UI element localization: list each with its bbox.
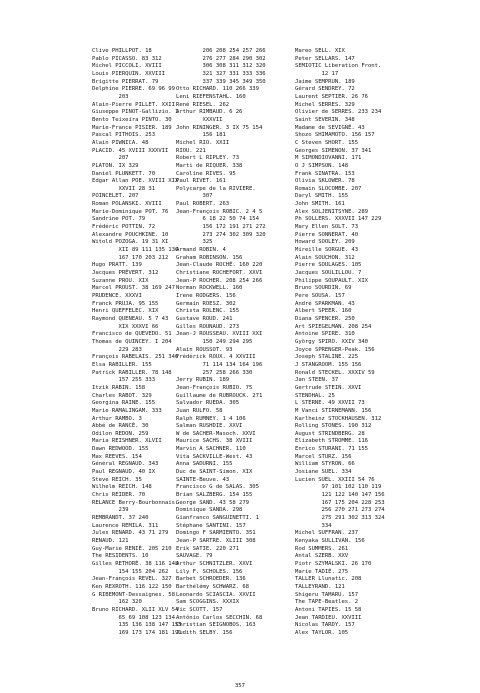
index-entry-line: 6 18 22 50 74 154 — [176, 216, 259, 223]
index-entry-line: Dawn REDWOOD. 155 — [92, 446, 149, 453]
index-entry-line: Mireille SORGUE. 43 — [295, 247, 359, 254]
index-entry-line: XII 89 111 135 136 — [92, 247, 179, 254]
index-entry-line: Antônio Carlos SECCHIN. 68 — [176, 614, 263, 621]
index-entry-line: Frank SINATRA. 153 — [295, 170, 355, 177]
index-entry-line: Michel SERRES. 329 — [295, 101, 355, 108]
index-entry-line: Alain ROUSSOT. 93 — [176, 346, 233, 353]
index-entry-line: SAINTE-Beuve. 43 — [176, 476, 230, 483]
index-entry-line: Elizabeth STROMME. 116 — [295, 438, 368, 445]
index-entry-line: Diana SPENCER. 250 — [295, 315, 355, 322]
index-entry-line: 12 17 — [295, 70, 339, 77]
index-entry-line: Vic SCOTT. 157 — [176, 606, 223, 613]
index-entry-line: Jacques PRÉVERT. 312 — [92, 270, 159, 277]
index-entry-line: Witold POZOGA. 19 31 XI — [92, 239, 169, 246]
index-entry-line: 97 101 102 110 119 — [295, 484, 382, 491]
index-entry-line: Wilhelm REICH. 148 — [92, 484, 152, 491]
index-entry-line: Laurent SEPTIER. 26 76 — [295, 93, 368, 100]
index-entry-line: Antoine SPIRE. 310 — [295, 331, 355, 338]
index-entry-line: Vita SACKVILLE-West. 43 — [176, 453, 253, 460]
index-entry-line: PRUDENCE. XXXVI — [92, 293, 142, 299]
index-entry-line: PLATON. IX 329 — [92, 162, 139, 169]
index-entry-line: 65 69 108 123 134 — [92, 614, 175, 621]
index-entry-line: 325 — [176, 239, 213, 246]
index-entry-line: M SIMONDIOVANNI. 171 — [295, 155, 362, 162]
index-entry-line: Roman POLANSKI. XVIII — [92, 201, 162, 208]
index-entry-line: Georgina RAINE. 155 — [92, 400, 156, 407]
index-entry-line: Ken REXROTH. 116 122 150 — [92, 583, 172, 590]
index-entry-line: XIX XXXVI 66 — [92, 323, 159, 330]
index-entry-line: Barbet SCHROEDER. 136 — [176, 576, 246, 583]
index-entry-line: O J SIMPSON. 148 — [295, 162, 349, 169]
index-entry-line: J STANGROOM. 155 156 — [295, 361, 362, 368]
index-entry-line: Jean-P SARTRE. XLIII 308 — [176, 538, 256, 544]
index-entry-line: Michel PICCOLI. XVIII — [92, 63, 162, 70]
index-entry-line: Jules RENARD. 43 71 279 — [92, 530, 169, 537]
index-entry-line: Joyce SPRENGER-Peak. 156 — [295, 346, 375, 353]
index-entry-line: Ralph RUMNEY. 1 4 106 — [176, 415, 246, 422]
index-entry-line: Bruno SOURDIN. 69 — [295, 285, 352, 292]
index-entry-line: Guy-Marie RENIÉ. 205 210 — [92, 545, 172, 552]
index-entry-line: Lucien SUEL. XXIII 54 76 — [295, 476, 375, 483]
index-entry-line: STENDHAL. 25 — [295, 392, 335, 399]
index-entry-line: Erik SATIE. 220 271 — [176, 545, 240, 552]
index-entry-line: 334 — [295, 522, 332, 529]
index-entry-line: Mareo SELL. XIX — [295, 48, 345, 54]
index-entry-line: Jean-J ROUSSEAU. XVIII XXI — [176, 331, 263, 338]
index-entry-line: PLACID. 45 XVIII XXXVII — [92, 147, 169, 154]
index-entry-line: Laurence REMILA. 311 — [92, 522, 159, 529]
index-entry-line: Arthur RAMBO. 3 — [92, 415, 142, 422]
index-entry-line: 229 283 — [92, 346, 142, 353]
index-entry-line: André SPARKMAN. 43 — [295, 300, 355, 307]
index-entry-line: Gianfranco SANGUINETTI. 1 — [176, 515, 259, 522]
index-entry-line: TALLER Llunatic. 208 — [295, 576, 362, 583]
index-entry-line: Odilon REDON. 259 — [92, 430, 149, 437]
index-entry-line: Christiane ROCHEFORT. XXVI — [176, 270, 263, 277]
index-entry-line: Alain-Pierre PILLET. XXII — [92, 101, 175, 108]
index-entry-line: 306 308 311 312 320 — [176, 63, 266, 70]
index-entry-line: Frédérick ROUX. 4 XXVIII — [176, 354, 256, 361]
index-entry-line: Giuseppe PINOT-Gallizio. 1 — [92, 109, 179, 116]
index-entry-line: Jerry RUBIN. 189 — [176, 377, 230, 384]
index-entry-line: Alex SOLJENITSYNE. 289 — [295, 208, 368, 215]
index-entry-line: Robert L RIPLEY. 73 — [176, 155, 240, 162]
index-entry-line: Frédéric POTTIN. 72 — [92, 224, 156, 231]
index-entry-line: Alexandre POUCHKINE. 10 — [92, 231, 169, 238]
index-entry-line: Germain ROESZ. 302 — [176, 300, 236, 307]
index-entry-line: Marie RAMALINGAM. 333 — [92, 407, 162, 414]
index-entry-line: Caroline RIVES. 95 — [176, 170, 236, 177]
index-entry-line: 273 274 302 309 320 — [176, 231, 266, 238]
index-entry-line: Marie-France PISIER. 189 — [92, 124, 172, 131]
index-entry-line: August STRINDBERG. 28 — [295, 430, 365, 437]
index-entry-line: 169 173 174 181 191 — [92, 629, 182, 636]
index-entry-line: Paul ROBERT. 263 — [176, 201, 230, 208]
index-entry-line: Salman RUSHDIE. XXVI — [176, 423, 243, 430]
index-entry-line: Jean-François REVEL. 327 — [92, 576, 172, 583]
index-entry-line: Général REGNAUD. 343 — [92, 461, 159, 468]
index-entry-line: Enrico STURANI. 71 155 — [295, 446, 368, 453]
index-entry-line: Stéphane SANTINI. 157 — [176, 522, 246, 529]
index-entry-line: Abbé de RANCÉ. 30 — [92, 423, 149, 430]
index-entry-line: Louis PIERQUIN. XXVIII — [92, 70, 165, 77]
index-entry-line: Jean-P ROCHER. 208 254 266 — [176, 277, 263, 284]
index-entry-line: Domingo F SARMIENTO. 351 — [176, 530, 256, 537]
index-entry-line: Gilles ROUNAUD. 273 — [176, 323, 240, 330]
index-entry-line: Ph SOLLERS. XXXVII 147 229 — [295, 216, 382, 223]
index-entry-line: Chris REIDER. 70 — [92, 492, 146, 499]
index-entry-line: Patrick RABILLER. 78 148 — [92, 369, 172, 376]
index-entry-line: Romain SLOCOMBE. 207 — [295, 185, 362, 192]
index-entry-line: Jaime SEMPRUN. 189 — [295, 78, 355, 85]
index-entry-line: Armand ROBIN. 4 — [176, 247, 226, 254]
index-entry-line: Daniel PLUNKETT. 70 — [92, 170, 156, 177]
index-entry-line: TALLEYRAND. 121 — [295, 583, 345, 590]
index-entry-line: Michel SUFFRAN. 237 — [295, 530, 359, 537]
index-entry-line: 239 — [92, 507, 129, 514]
index-entry-line: XXXVII — [176, 116, 223, 123]
index-entry-line: Philippe SOUPAULT. XIX — [295, 277, 368, 284]
index-entry-line: Leni RIEFENSTAHL. 160 — [176, 93, 246, 100]
index-entry-line: Saint SEVERIN. 348 — [295, 116, 355, 123]
index-entry-line: 135 136 138 147 155 — [92, 622, 182, 629]
index-entry-line: Olivier de SERRES. 233 234 — [295, 109, 382, 116]
index-entry-line: Karlheinz STOCKHAUSEN. 312 — [295, 415, 382, 422]
index-entry-line: 206 208 254 257 266 — [176, 48, 266, 54]
index-entry-line: Josiane SUEL. 334 — [295, 469, 352, 476]
index-entry-line: Clive PHILLPOT. 18 — [92, 48, 152, 54]
index-entry-line: W de SACHER-Masoch. XXVI — [176, 430, 256, 437]
index-entry-line: Maria REISHNER. XLVII — [92, 438, 162, 445]
index-entry-line: Mary Ellen SOLT. 73 — [295, 224, 359, 231]
index-entry-line: Gustave ROUD. 241 — [176, 315, 233, 322]
index-entry-line: Alex TAYLOR. 105 — [295, 629, 349, 636]
index-entry-line: Suzanne PROU. XIX — [92, 277, 149, 284]
index-entry-line: Christa ROLENC. 155 — [176, 308, 240, 315]
index-entry-line: Elsa RABILLER. 155 — [92, 361, 152, 368]
index-entry-line: Lily F. SCHOLES. 156 — [176, 568, 243, 575]
index-entry-line: Anna SADURNI. 155 — [176, 461, 233, 468]
index-entry-line: 275 291 302 313 324 — [295, 515, 385, 522]
index-entry-line: Antal SZERB. XXV — [295, 553, 349, 560]
index-entry-line: Dominique SANDA. 298 — [176, 507, 243, 514]
index-entry-line: 156 172 191 271 272 — [176, 224, 266, 231]
index-entry-line: Howard SOOLEY. 209 — [295, 239, 355, 246]
index-entry-line: Ronald STECKEL. XXXIV 59 — [295, 369, 375, 376]
index-entry-line: Marcel PROUST. 38 169 247 — [92, 285, 175, 292]
index-entry-line: Edgar Allan POE. XVIII XIX — [92, 178, 179, 185]
index-entry-line: The TAPE-Beatles. 2 — [295, 599, 359, 606]
index-entry-line: Alain PIWNICA. 48 — [92, 139, 149, 146]
index-entry-line: Olivia SKLOWER. 78 — [295, 178, 355, 185]
index-entry-line: Maurice SACHS. 38 XVIII — [176, 438, 253, 445]
index-entry-line: Shozo SHIMAMOTO. 156 157 — [295, 132, 375, 139]
index-entry-line: Nicolas TARDY. 157 — [295, 622, 355, 629]
index-entry-line: RENAUD. 121 — [92, 538, 129, 544]
index-entry-line: RELANCE Berry-Bourbonnais. — [92, 499, 179, 506]
index-entry-line: Marie TADIÉ. 275 — [295, 568, 349, 575]
index-entry-line: 321 327 331 333 336 — [176, 70, 266, 77]
index-entry-line: Guillaume de RUBROUCK. 271 — [176, 392, 263, 399]
index-entry-line: Max REEVES. 154 — [92, 453, 142, 460]
index-entry-line: Pascal PITHOIS. 253 — [92, 132, 156, 139]
index-entry-line: Gilles RETHORÉ. 38 116 148 — [92, 560, 179, 567]
index-entry-line: Delphine PIERRE. 69 96 99 — [92, 86, 175, 93]
index-entry-line: Madame de SEVIGNÉ. 43 — [295, 124, 365, 131]
index-entry-line: Bruno RICHARD. XLII XLV 54 — [92, 606, 179, 613]
index-entry-line: SEMIOTIC Liberation Front. — [295, 63, 382, 70]
index-entry-line: 156 181 — [176, 132, 226, 139]
index-entry-line: Joseph STALINE. 225 — [295, 354, 359, 361]
index-entry-line: Rod SUMMERS. 261 — [295, 545, 349, 552]
index-entry-line: György SPIRO. XXIV 340 — [295, 338, 368, 345]
index-entry-line: M Vanci STIRNEMANN. 156 — [295, 407, 372, 414]
index-entry-line: Paul RIVET. 161 — [176, 178, 226, 185]
index-entry-line: Marcel STURZ. 156 — [295, 453, 352, 460]
index-entry-line: Franck PRUJA. 95 155 — [92, 300, 159, 307]
index-entry-line: 162 320 — [92, 599, 142, 606]
index-entry-line: 167 170 203 212 — [92, 254, 169, 261]
index-entry-line: Sandrine POT. 79 — [92, 216, 146, 223]
index-column-3 — [295, 48, 405, 638]
index-entry-line: Pierre SONNERAT. 40 — [295, 231, 359, 238]
index-entry-line: Pablo PICASSO. 83 312 — [92, 55, 162, 62]
index-entry-line: René RIESEL. 262 — [176, 101, 230, 108]
index-entry-line: François RABELAIS. 251 346 — [92, 354, 179, 361]
index-entry-line: Marti de RIQUER. 338 — [176, 162, 243, 169]
index-entry-line: RIOU. 221 — [176, 147, 206, 154]
index-entry-line: Salvador RUEDA. 305 — [176, 400, 240, 407]
index-entry-line: Francisco de QUEVEDO. 51 — [92, 331, 172, 338]
index-entry-line: XXVII 28 31 — [92, 185, 156, 192]
index-entry-line: Jean-Claude ROCHÉ. 160 220 — [176, 262, 263, 269]
index-entry-line: Jean TARDIEU. XXVIII — [295, 614, 362, 621]
index-entry-line: Polycarpe de la RIVIERE. — [176, 185, 256, 192]
index-entry-line: Marie-Dominique POT. 76 — [92, 208, 169, 215]
page-number: 357 — [234, 683, 246, 689]
index-entry-line: Brigitte PIERRAT. 79 — [92, 78, 159, 85]
index-entry-line: Juan RULFO. 58 — [176, 407, 223, 414]
index-entry-line: Itzik RABIN. 158 — [92, 384, 146, 391]
index-entry-line: Otto RICHARD. 110 266 339 — [176, 86, 259, 93]
index-entry-line: SAUVAGE. 79 — [176, 553, 213, 560]
index-entry-line: Albert SPEER. 160 — [295, 308, 352, 315]
index-entry-line: Gertrude STEIN. XXVI — [295, 384, 362, 391]
index-entry-line: Alain SOUCHON. 312 — [295, 254, 355, 261]
index-entry-line: Pere SOUSA. 157 — [295, 293, 345, 299]
index-entry-line: Steve REICH. 35 — [92, 476, 142, 483]
index-entry-line: Brian SALZBERG. 154 155 — [176, 492, 253, 499]
index-entry-line: 307 — [176, 193, 213, 200]
index-entry-line: Henri QUEFFELEC. XIX — [92, 308, 159, 315]
index-entry-line: Raymond QUENEAU. 5 7 43 — [92, 315, 169, 322]
index-entry-line: Michel RIO. XXII — [176, 139, 230, 146]
index-entry-line: 150 249 294 295 — [176, 338, 253, 345]
index-entry-line: Bento Teixeira PINTO. 30 — [92, 116, 172, 123]
index-entry-line: 157 255 333 — [92, 377, 156, 384]
index-entry-line: L STERNE. 49 XXVII 73 — [295, 400, 365, 407]
index-entry-line: Antoni TAPIES. 15 58 — [295, 606, 362, 613]
index-entry-line: Christian SEIGNOBOS. 163 — [176, 622, 256, 629]
index-entry-line: George SAND. 43 58 279 — [176, 499, 249, 506]
index-entry-line: Jean-François ROBIC. 2 4 5 — [176, 208, 263, 215]
index-entry-line: Thomas de QUINCEY. I 204 — [92, 338, 172, 345]
index-entry-line: Barthélémy SCHWARZ. 68 — [176, 583, 249, 590]
index-entry-line: Duc de SAINT-Simon. XIX — [176, 469, 253, 476]
index-entry-line: Marvin A SACHNER. 110 — [176, 446, 246, 453]
index-entry-line: 154 155 204 262 — [92, 568, 169, 575]
index-entry-line: 256 270 271 273 274 — [295, 507, 385, 514]
index-entry-line: Jean-François RUBIO. 75 — [176, 384, 253, 391]
index-entry-line: 276 277 284 290 302 — [176, 55, 266, 62]
index-entry-line: 203 — [92, 93, 129, 100]
index-entry-line: Francisco G de SALAS. 305 — [176, 484, 259, 491]
index-entry-line: Kenyaka SULLIVAN. 156 — [295, 538, 365, 544]
index-entry-line: Arthur RIMBAUD. 6 26 — [176, 109, 243, 116]
index-entry-line: William STYRON. 66 — [295, 461, 355, 468]
index-entry-line: Jan STEEN. 37 — [295, 377, 339, 384]
index-entry-line: John SMITH. 161 — [295, 201, 345, 208]
index-entry-line: John RININGER. 3 IX 75 154 — [176, 124, 263, 131]
index-entry-line: Georges SIMENON. 37 341 — [295, 147, 372, 154]
index-entry-line: Shigeru TAMARU. 157 — [295, 591, 359, 598]
index-entry-line: Charles RABOT. 329 — [92, 392, 152, 399]
index-entry-line: Irene RODGERS. 156 — [176, 293, 236, 299]
index-entry-line: Arthur SCHNITZLER. XXVI — [176, 560, 253, 567]
index-entry-line: POINCELET. 207 — [92, 193, 139, 200]
index-entry-line: 121 122 140 147 156 — [295, 492, 385, 499]
index-entry-line: G RIBEMONT-Dessaignes. 58 — [92, 591, 175, 598]
index-column-2 — [176, 48, 286, 638]
index-entry-line: Leonardo SCIASCIA. XXVII — [176, 591, 256, 598]
index-entry-line: 167 175 204 228 253 — [295, 499, 385, 506]
index-entry-line: 207 — [92, 155, 129, 162]
index-entry-line: Art SPIEGELMAN. 208 254 — [295, 323, 372, 330]
index-entry-line: Peter SELLARS. 147 — [295, 55, 355, 62]
index-entry-line: Norman ROCKWELL. 160 — [176, 285, 243, 292]
index-entry-line: Paul REGNAUD. 40 IX — [92, 469, 156, 476]
index-entry-line: C Steven SHORT. 155 — [295, 139, 359, 146]
index-entry-line: 71 114 134 164 196 — [176, 361, 263, 368]
index-entry-line: Hugo PRATT. 139 — [92, 262, 142, 269]
index-entry-line: Rolling STONES. 190 312 — [295, 423, 372, 430]
index-entry-line: Pierre SOULAGES. 105 — [295, 262, 362, 269]
index-entry-line: REMBRANDT. 37 240 — [92, 515, 149, 522]
index-entry-line: Graham ROBINSON. 156 — [176, 254, 243, 261]
index-entry-line: Gérard SENDREY. 72 — [295, 86, 355, 93]
index-entry-line: Judith SELBY. 156 — [176, 629, 233, 636]
index-entry-line: Daryl SMITH. 155 — [295, 193, 349, 200]
index-entry-line: The RESIDENTS. 10 — [92, 553, 149, 560]
index-entry-line: Piotr SZYMALSKI. 26 170 — [295, 560, 372, 567]
index-entry-line: Sam SCOGGINS. XXXIX — [176, 599, 240, 606]
index-entry-line: 257 258 266 330 — [176, 369, 253, 376]
index-entry-line: 337 339 345 349 350 — [176, 78, 266, 85]
index-entry-line: Jacques SOULILLOU. 7 — [295, 270, 362, 277]
